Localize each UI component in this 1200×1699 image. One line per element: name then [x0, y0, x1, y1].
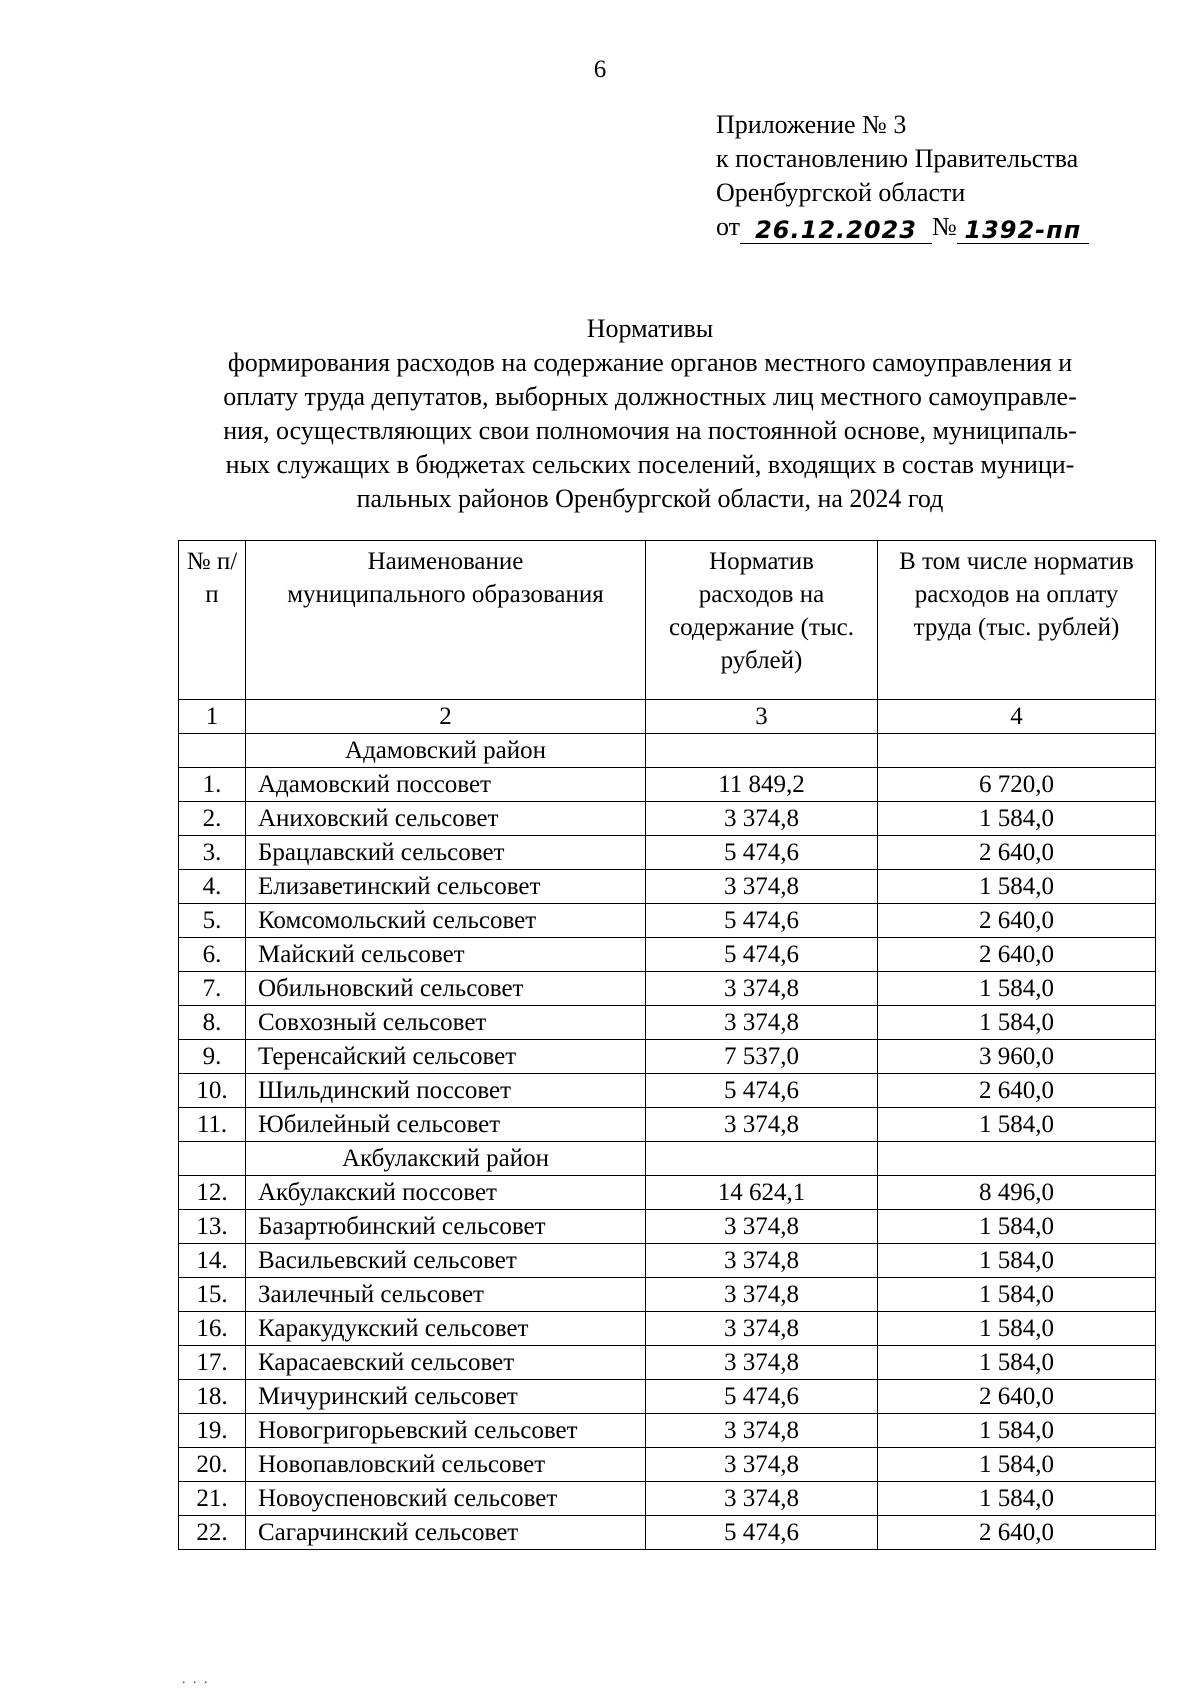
row-number: 18. [179, 1380, 246, 1414]
total-value: 3 374,8 [646, 1108, 878, 1142]
salary-value: 3 960,0 [878, 1040, 1156, 1074]
salary-value: 1 584,0 [878, 1210, 1156, 1244]
title-heading: Нормативы [586, 314, 714, 343]
row-number: 22. [179, 1516, 246, 1550]
municipality-name: Сагарчинский сельсовет [246, 1516, 646, 1550]
table-row [179, 1176, 1156, 1210]
header-salary: В том числе норматив расходов на оплату труда (тыс. рублей) [878, 541, 1156, 700]
norms-table [178, 540, 1156, 1550]
salary-value: 1 584,0 [878, 870, 1156, 904]
salary-value: 1 584,0 [878, 1312, 1156, 1346]
district-row [179, 734, 1156, 768]
municipality-name: Майский сельсовет [246, 938, 646, 972]
header-name: Наименование муниципального образования [246, 541, 646, 700]
table-row [179, 836, 1156, 870]
salary-value: 1 584,0 [878, 1448, 1156, 1482]
municipality-name: Базартюбинский сельсовет [246, 1210, 646, 1244]
total-value: 5 474,6 [646, 904, 878, 938]
municipality-name: Юбилейный сельсовет [246, 1108, 646, 1142]
salary-value: 2 640,0 [878, 836, 1156, 870]
column-number: 4 [878, 700, 1156, 734]
district-total-cell [646, 1142, 878, 1176]
salary-value: 1 584,0 [878, 802, 1156, 836]
total-value: 11 849,2 [646, 768, 878, 802]
municipality-name: Новогригорьевский сельсовет [246, 1414, 646, 1448]
title-line-2: оплату труда депутатов, выборных должностных лиц местного самоуправле- [223, 382, 1077, 411]
table-row [179, 1006, 1156, 1040]
row-number: 8. [179, 1006, 246, 1040]
total-value: 3 374,8 [646, 1414, 878, 1448]
table-row [179, 870, 1156, 904]
number-label: № [932, 212, 957, 241]
appendix-title: Приложение № 3 [716, 110, 907, 139]
table-row [179, 1312, 1156, 1346]
total-value: 5 474,6 [646, 1074, 878, 1108]
row-number: 2. [179, 802, 246, 836]
table-row [179, 1074, 1156, 1108]
row-number: 1. [179, 768, 246, 802]
table-row [179, 1278, 1156, 1312]
row-number: 13. [179, 1210, 246, 1244]
row-number: 21. [179, 1482, 246, 1516]
municipality-name: Елизаветинский сельсовет [246, 870, 646, 904]
column-number: 1 [179, 700, 246, 734]
district-num-cell [179, 734, 246, 768]
municipality-name: Мичуринский сельсовет [246, 1380, 646, 1414]
total-value: 3 374,8 [646, 1312, 878, 1346]
total-value: 7 537,0 [646, 1040, 878, 1074]
salary-value: 6 720,0 [878, 768, 1156, 802]
header-total: Норматив расходов на содержание (тыс. рублей) [646, 541, 878, 700]
row-number: 19. [179, 1414, 246, 1448]
table-row [179, 802, 1156, 836]
salary-value: 1 584,0 [878, 1244, 1156, 1278]
salary-value: 1 584,0 [878, 1108, 1156, 1142]
appendix-region-line: Оренбургской области [716, 178, 966, 207]
table-row [179, 1516, 1156, 1550]
municipality-name: Акбулакский поссовет [246, 1176, 646, 1210]
salary-value: 1 584,0 [878, 1482, 1156, 1516]
column-number-row [179, 700, 1156, 734]
total-value: 3 374,8 [646, 1448, 878, 1482]
total-value: 5 474,6 [646, 1380, 878, 1414]
from-label: от [716, 212, 741, 241]
municipality-name: Каракудукский сельсовет [246, 1312, 646, 1346]
salary-value: 2 640,0 [878, 904, 1156, 938]
header-num: № п/п [179, 541, 246, 700]
salary-value: 2 640,0 [878, 1516, 1156, 1550]
table-row [179, 938, 1156, 972]
salary-value: 1 584,0 [878, 1346, 1156, 1380]
appendix-block [716, 108, 1089, 244]
salary-value: 8 496,0 [878, 1176, 1156, 1210]
total-value: 3 374,8 [646, 1006, 878, 1040]
total-value: 3 374,8 [646, 1244, 878, 1278]
total-value: 3 374,8 [646, 1482, 878, 1516]
row-number: 14. [179, 1244, 246, 1278]
row-number: 12. [179, 1176, 246, 1210]
district-row [179, 1142, 1156, 1176]
total-value: 3 374,8 [646, 1278, 878, 1312]
district-name: Адамовский район [246, 734, 646, 768]
column-number: 3 [646, 700, 878, 734]
table-row [179, 1346, 1156, 1380]
total-value: 3 374,8 [646, 972, 878, 1006]
row-number: 15. [179, 1278, 246, 1312]
table-row [179, 904, 1156, 938]
footer-mark: . . . [182, 1672, 210, 1687]
page-number: 6 [593, 56, 607, 83]
municipality-name: Новоуспеновский сельсовет [246, 1482, 646, 1516]
appendix-ref-line: к постановлению Правительства [716, 144, 1079, 173]
table-row [179, 1244, 1156, 1278]
district-name: Акбулакский район [246, 1142, 646, 1176]
handwritten-number: 1392-пп [957, 217, 1089, 244]
table-row [179, 768, 1156, 802]
title-line-1: формирования расходов на содержание органов местного самоуправления и [227, 348, 1073, 377]
total-value: 5 474,6 [646, 836, 878, 870]
table-row [179, 1414, 1156, 1448]
total-value: 3 374,8 [646, 802, 878, 836]
row-number: 7. [179, 972, 246, 1006]
district-total-cell [646, 734, 878, 768]
salary-value: 2 640,0 [878, 1380, 1156, 1414]
municipality-name: Брацлавский сельсовет [246, 836, 646, 870]
row-number: 10. [179, 1074, 246, 1108]
district-salary-cell [878, 734, 1156, 768]
municipality-name: Шильдинский поссовет [246, 1074, 646, 1108]
municipality-name: Карасаевский сельсовет [246, 1346, 646, 1380]
handwritten-date: 26.12.2023 [740, 217, 932, 244]
row-number: 3. [179, 836, 246, 870]
salary-value: 2 640,0 [878, 938, 1156, 972]
row-number: 9. [179, 1040, 246, 1074]
total-value: 3 374,8 [646, 1346, 878, 1380]
row-number: 4. [179, 870, 246, 904]
table-row [179, 972, 1156, 1006]
column-number: 2 [246, 700, 646, 734]
table-header-row [179, 541, 1156, 700]
municipality-name: Адамовский поссовет [246, 768, 646, 802]
row-number: 5. [179, 904, 246, 938]
table-row [179, 1448, 1156, 1482]
district-salary-cell [878, 1142, 1156, 1176]
total-value: 3 374,8 [646, 870, 878, 904]
row-number: 16. [179, 1312, 246, 1346]
table-row [179, 1210, 1156, 1244]
document-title [170, 312, 1130, 516]
municipality-name: Комсомольский сельсовет [246, 904, 646, 938]
table-row [179, 1108, 1156, 1142]
title-line-4: ных служащих в бюджетах сельских поселений, входящих в состав муници- [225, 450, 1075, 479]
municipality-name: Обильновский сельсовет [246, 972, 646, 1006]
municipality-name: Васильевский сельсовет [246, 1244, 646, 1278]
title-line-5: пальных районов Оренбургской области, на 2024 год [356, 484, 944, 513]
table-row [179, 1040, 1156, 1074]
salary-value: 1 584,0 [878, 972, 1156, 1006]
municipality-name: Теренсайский сельсовет [246, 1040, 646, 1074]
total-value: 5 474,6 [646, 1516, 878, 1550]
salary-value: 1 584,0 [878, 1006, 1156, 1040]
total-value: 14 624,1 [646, 1176, 878, 1210]
table-row [179, 1380, 1156, 1414]
salary-value: 1 584,0 [878, 1278, 1156, 1312]
district-num-cell [179, 1142, 246, 1176]
appendix-date-number-line [716, 210, 1089, 244]
row-number: 6. [179, 938, 246, 972]
municipality-name: Совхозный сельсовет [246, 1006, 646, 1040]
title-line-3: ния, осуществляющих свои полномочия на постоянной основе, муниципаль- [223, 416, 1077, 445]
salary-value: 2 640,0 [878, 1074, 1156, 1108]
municipality-name: Новопавловский сельсовет [246, 1448, 646, 1482]
total-value: 3 374,8 [646, 1210, 878, 1244]
salary-value: 1 584,0 [878, 1414, 1156, 1448]
row-number: 11. [179, 1108, 246, 1142]
municipality-name: Аниховский сельсовет [246, 802, 646, 836]
row-number: 20. [179, 1448, 246, 1482]
municipality-name: Заилечный сельсовет [246, 1278, 646, 1312]
table-row [179, 1482, 1156, 1516]
total-value: 5 474,6 [646, 938, 878, 972]
row-number: 17. [179, 1346, 246, 1380]
